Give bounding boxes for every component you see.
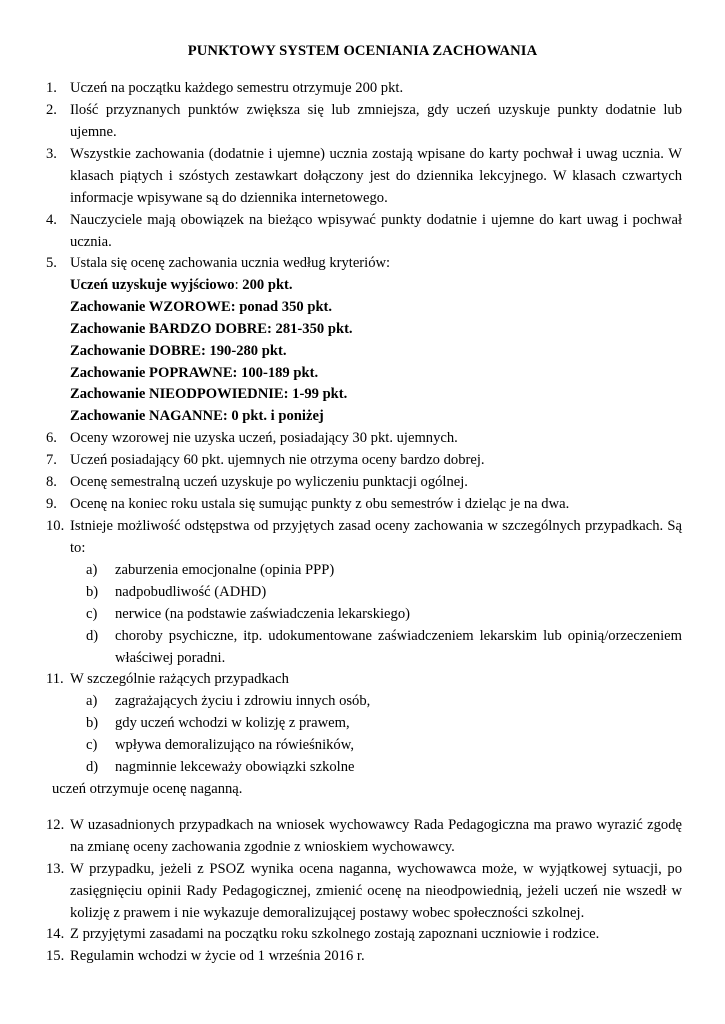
exception-item-c: [86, 604, 682, 626]
item-number: 13.: [46, 861, 65, 877]
item-number: 11.: [46, 671, 64, 687]
criteria-base-colon: :: [234, 277, 239, 293]
criteria-level-nieodpowiednie: Zachowanie NIEODPOWIEDNIE: 1-99 pkt.: [70, 386, 348, 402]
item-text: Nauczyciele mają obowiązek na bieżąco wpisywać punkty dodatnie i ujemne do kart uwag i pochwał ucznia.: [70, 212, 682, 250]
exception-item-a: [86, 560, 682, 582]
severe-text: wpływa demoralizująco na rówieśników,: [115, 737, 354, 753]
list-item-12: [46, 815, 682, 859]
severe-letter: b): [86, 715, 99, 731]
list-item-5: [46, 253, 682, 275]
item-text: Z przyjętymi zasadami na początku roku szkolnego zostają zapoznani uczniowie i rodzice.: [70, 926, 600, 942]
criteria-base-label: Uczeń uzyskuje wyjściowo: [70, 277, 235, 293]
list-item-13: [46, 859, 682, 924]
exception-text: choroby psychiczne, itp. udokumentowane zaświadczeniem lekarskim lub opinią/orzeczeniem właściwej poradni.: [115, 628, 682, 666]
severe-text: nagminnie lekceważy obowiązki szkolne: [115, 759, 355, 775]
exception-text: zaburzenia emocjonalne (opinia PPP): [115, 562, 335, 578]
exception-letter: b): [86, 584, 99, 600]
list-item-10: [46, 516, 682, 560]
item-number: 2.: [46, 102, 57, 118]
exception-letter: a): [86, 562, 98, 578]
severe-case-d: [86, 757, 682, 779]
item-number: 9.: [46, 496, 57, 512]
item-text: Uczeń na początku każdego semestru otrzymuje 200 pkt.: [70, 80, 404, 96]
criteria-base-value: 200 pkt.: [238, 277, 293, 293]
severe-case-b: [86, 713, 682, 735]
item-text: Regulamin wchodzi w życie od 1 września 2016 r.: [70, 948, 365, 964]
exception-item-d: [86, 626, 682, 670]
item-number: 6.: [46, 430, 57, 446]
page-title: PUNKTOWY SYSTEM OCENIANIA ZACHOWANIA: [187, 43, 538, 59]
list-item-1: [46, 78, 682, 100]
item-text: Wszystkie zachowania (dodatnie i ujemne) ucznia zostają wpisane do karty pochwał i uwag ucznia. W klasach piątych i szóstych zestawkart dołączony jest do dziennika lekcyjnego. W klasach czwartych informacje wpisywane są do dziennika internetowego.: [70, 146, 682, 206]
item-number: 5.: [46, 255, 57, 271]
item-number: 3.: [46, 146, 57, 162]
list-item-11: [46, 669, 682, 691]
list-item-6: [46, 428, 682, 450]
list-item-8: [46, 472, 682, 494]
item-text: Uczeń posiadający 60 pkt. ujemnych nie otrzyma oceny bardzo dobrej.: [70, 452, 485, 468]
criteria-base: [70, 275, 293, 297]
list-item-3: [46, 144, 682, 209]
list-item-2: [46, 100, 682, 144]
severe-result: uczeń otrzymuje ocenę naganną.: [52, 781, 243, 797]
exception-letter: d): [86, 628, 99, 644]
item-text: W uzasadnionych przypadkach na wniosek wychowawcy Rada Pedagogiczna ma prawo wyrazić zgodę na zmianę oceny zachowania zgodnie z wnioskiem wychowawcy.: [70, 817, 682, 855]
criteria-level-bardzo-dobre: Zachowanie BARDZO DOBRE: 281-350 pkt.: [70, 321, 353, 337]
item-text: W szczególnie rażących przypadkach: [70, 671, 289, 687]
criteria-level-dobre: Zachowanie DOBRE: 190-280 pkt.: [70, 343, 287, 359]
exception-text: nadpobudliwość (ADHD): [115, 584, 267, 600]
list-item-14: [46, 924, 682, 946]
item-number: 1.: [46, 80, 57, 96]
item-text: Ustala się ocenę zachowania ucznia według kryteriów:: [70, 255, 391, 271]
severe-letter: d): [86, 759, 99, 775]
severe-case-a: [86, 691, 682, 713]
severe-letter: a): [86, 693, 98, 709]
criteria-level-wzorowe: Zachowanie WZOROWE: ponad 350 pkt.: [70, 299, 333, 315]
criteria-level-naganne: Zachowanie NAGANNE: 0 pkt. i poniżej: [70, 408, 324, 424]
severe-case-c: [86, 735, 682, 757]
severe-letter: c): [86, 737, 98, 753]
list-item-4: [46, 210, 682, 254]
item-text: Istnieje możliwość odstępstwa od przyjętych zasad oceny zachowania w szczególnych przypadkach. Są to:: [70, 518, 682, 556]
list-item-9: [46, 494, 682, 516]
item-number: 7.: [46, 452, 57, 468]
item-text: Ocenę semestralną uczeń uzyskuje po wyliczeniu punktacji ogólnej.: [70, 474, 468, 490]
item-number: 15.: [46, 948, 65, 964]
item-text: W przypadku, jeżeli z PSOZ wynika ocena naganna, wychowawca może, w wyjątkowej sytuacji, po zasięgnięciu opinii Rady Pedagogicznej, zmienić ocenę na nieodpowiednią, jeżeli uczeń nie wszedł w kolizję z prawem i nie wykazuje demoralizującej postawy wobec społeczności szkolnej.: [70, 861, 682, 921]
item-text: Oceny wzorowej nie uzyska uczeń, posiadający 30 pkt. ujemnych.: [70, 430, 458, 446]
item-number: 4.: [46, 212, 57, 228]
item-number: 8.: [46, 474, 57, 490]
item-text: Ilość przyznanych punktów zwiększa się lub zmniejsza, gdy uczeń uzyskuje punkty dodatnie lub ujemne.: [70, 102, 682, 140]
item-number: 14.: [46, 926, 65, 942]
exception-item-b: [86, 582, 682, 604]
item-number: 12.: [46, 817, 65, 833]
list-item-7: [46, 450, 682, 472]
item-text: Ocenę na koniec roku ustala się sumując punkty z obu semestrów i dzieląc je na dwa.: [70, 496, 570, 512]
criteria-level-poprawne: Zachowanie POPRAWNE: 100-189 pkt.: [70, 365, 319, 381]
severe-text: gdy uczeń wchodzi w kolizję z prawem,: [115, 715, 350, 731]
severe-text: zagrażających życiu i zdrowiu innych osób,: [115, 693, 371, 709]
list-item-15: [46, 946, 682, 968]
exception-letter: c): [86, 606, 98, 622]
exception-text: nerwice (na podstawie zaświadczenia lekarskiego): [115, 606, 410, 622]
item-number: 10.: [46, 518, 65, 534]
